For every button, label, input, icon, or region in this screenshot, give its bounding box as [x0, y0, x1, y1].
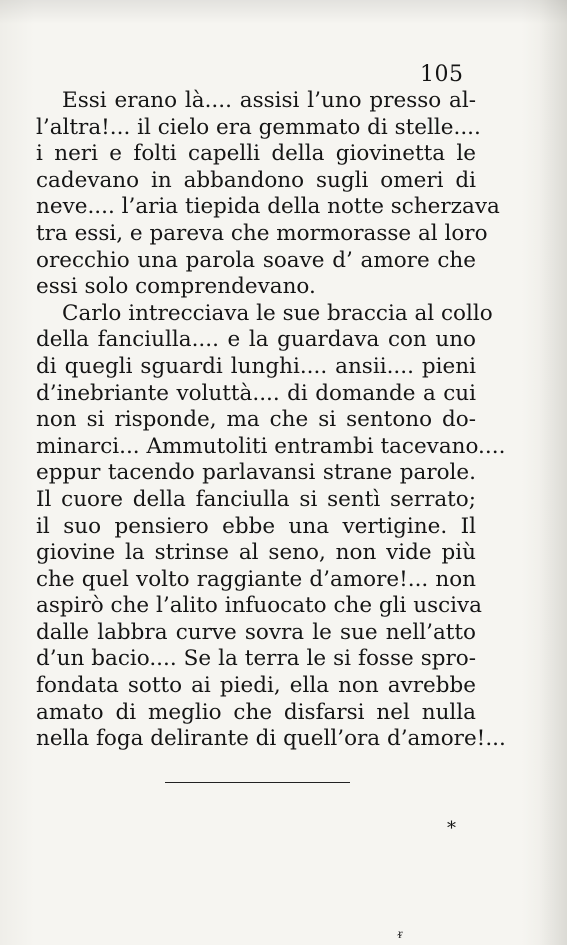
text-line: essi solo comprendevano. — [36, 274, 316, 300]
text-line: tra essi, e pareva che mormorasse al loro — [36, 220, 488, 246]
text-line: che quel volto raggiante d’amore!... non — [36, 566, 476, 592]
text-line: amato di meglio che disfarsi nel nulla — [36, 699, 476, 725]
text-line: eppur tacendo parlavansi strane parole. — [36, 460, 476, 486]
text-line: neve.... l’aria tiepida della notte scherzava — [36, 194, 500, 220]
text-line: della fanciulla.... e la guardava con uno — [36, 327, 476, 353]
text-line: nella foga delirante di quell’ora d’amore!... — [36, 726, 506, 752]
text-line: non si risponde, ma che si sentono do- — [36, 407, 476, 433]
section-separator — [165, 782, 350, 783]
scan-edge-shadow — [539, 0, 567, 945]
text-line: aspirò che l’alito infuocato che gli usciva — [36, 593, 482, 619]
text-line: giovine la strinse al seno, non vide più — [36, 540, 476, 566]
text-line: d’inebriante voluttà.... di domande a cui — [36, 380, 476, 406]
text-line: i neri e folti capelli della giovinetta le — [36, 141, 476, 167]
text-line: Carlo intrecciava le sue braccia al collo — [62, 300, 493, 326]
text-line: Il cuore della fanciulla si sentì serrato; — [36, 486, 476, 512]
text-line: cadevano in abbandono sugli omeri di — [36, 167, 476, 193]
text-line: d’un bacio.... Se la terra le si fosse spro- — [36, 646, 476, 672]
printer-star-mark: * — [447, 818, 456, 839]
scan-top-shadow — [0, 0, 567, 24]
text-line: fondata sotto ai piedi, ella non avrebbe — [36, 673, 476, 699]
text-line: di quegli sguardi lunghi.... ansii.... pieni — [36, 353, 476, 379]
text-line: Essi erano là.... assisi l’uno presso al- — [62, 88, 476, 113]
text-line: l’altra!... il cielo era gemmato di stelle.... — [36, 114, 481, 140]
text-line: orecchio una parola soave d’ amore che — [36, 247, 476, 273]
text-line: dalle labbra curve sovra le sue nell’atto — [36, 619, 476, 645]
scan-artifact-mark: ᵲ — [398, 926, 403, 942]
text-line: il suo pensiero ebbe una vertigine. Il — [36, 513, 476, 539]
body-text — [36, 88, 506, 753]
text-line: minarci... Ammutoliti entrambi tacevano.... — [36, 433, 506, 459]
page-number: 105 — [420, 62, 464, 87]
